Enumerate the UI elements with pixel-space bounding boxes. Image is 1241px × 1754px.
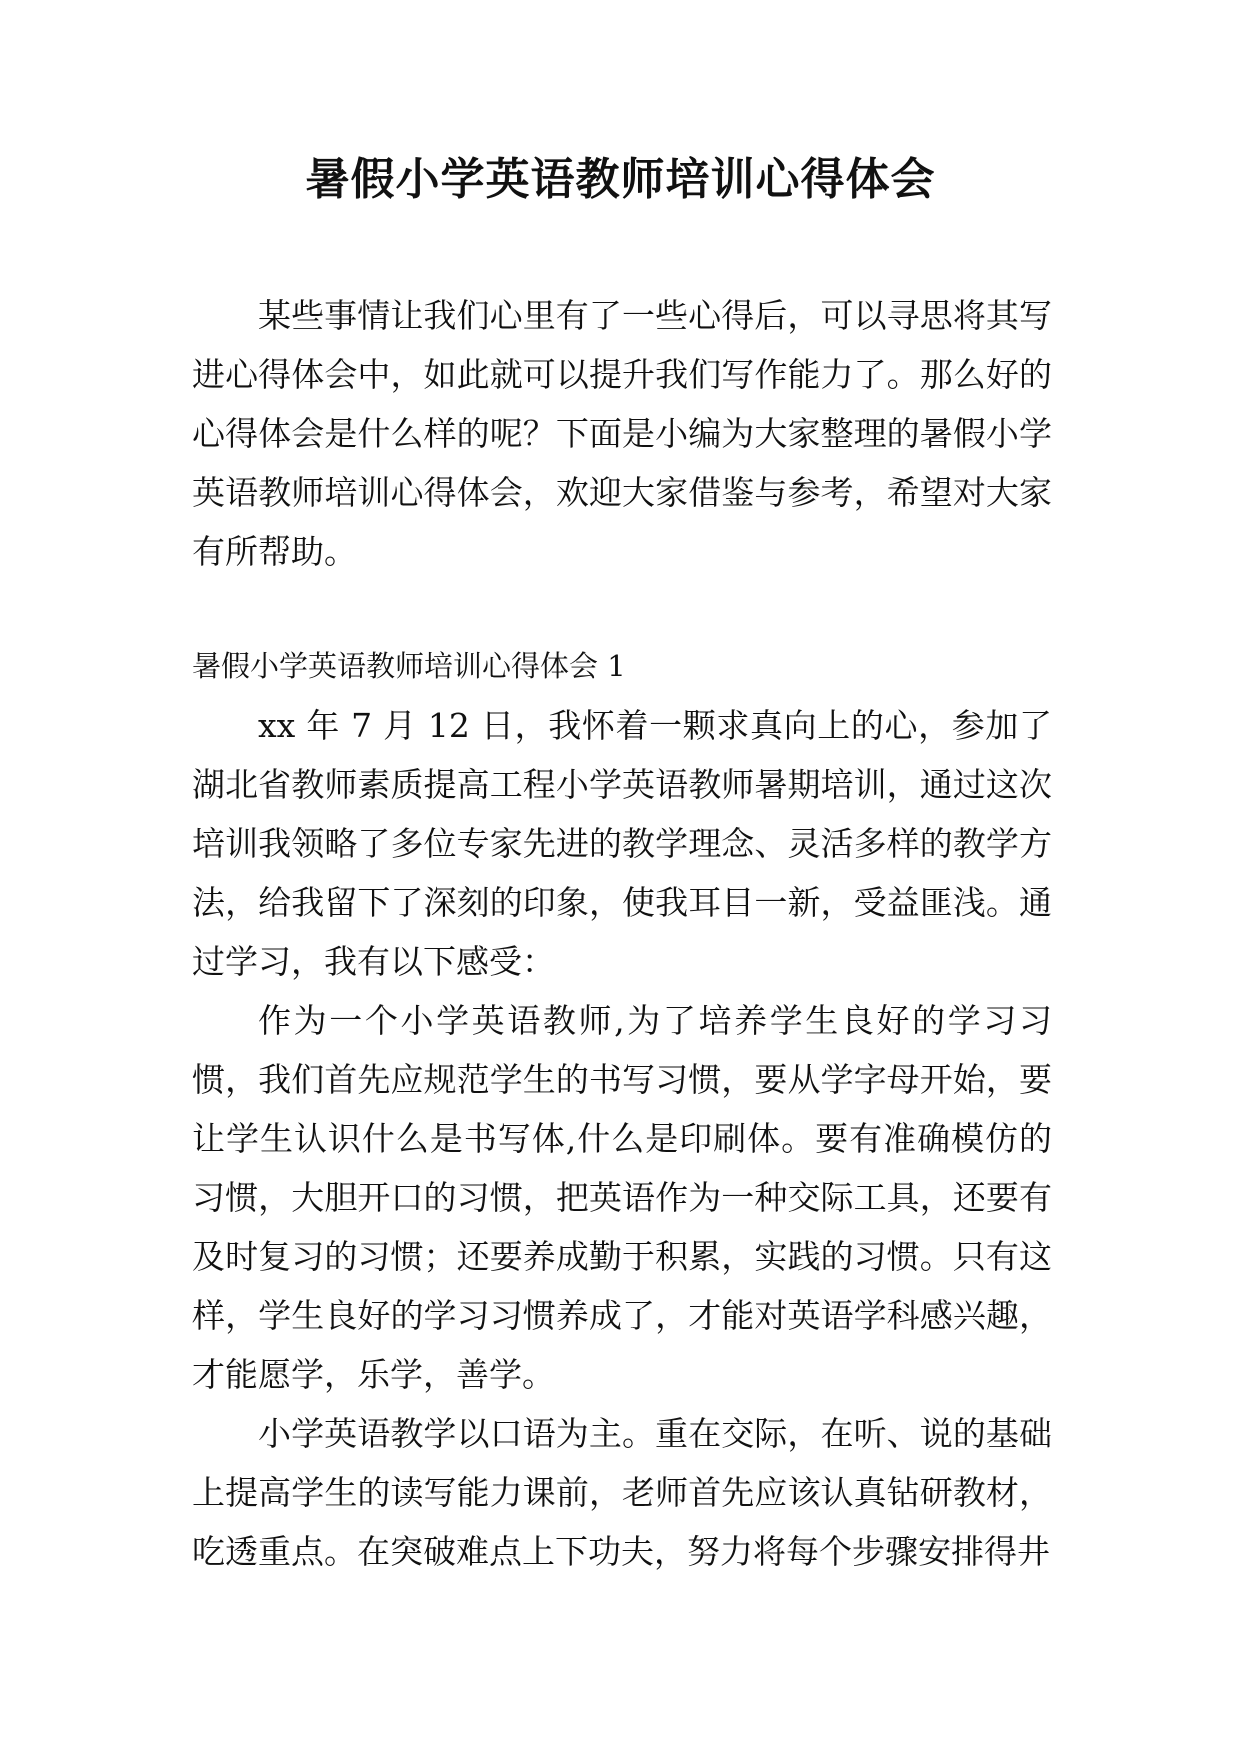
document-title: 暑假小学英语教师培训心得体会 — [305, 154, 936, 205]
body-paragraph-3: 小学英语教学以口语为主。重在交际，在听、说的基础上提高学生的读写能力课前，老师首先应该认真钻研教材，吃透重点。在突破难点上下功夫，努力将每个步骤安排得井 — [192, 1414, 1052, 1571]
body-paragraph-2: 作为一个小学英语教师,为了培养学生良好的学习习惯，我们首先应规范学生的书写习惯，要从学字母开始，要让学生认识什么是书写体,什么是印刷体。要有准确模仿的习惯，大胆开口的习惯，把英语作为一种交际工具，还要有及时复习的习惯；还要养成勤于积累，实践的习惯。只有这样，学生良好的学习习惯养成了，才能对英语学科感兴趣，才能愿学，乐学，善学。 — [192, 1001, 1052, 1394]
intro-paragraph: 某些事情让我们心里有了一些心得后，可以寻思将其写进心得体会中，如此就可以提升我们写作能力了。那么好的心得体会是什么样的呢？下面是小编为大家整理的暑假小学英语教师培训心得体会，欢迎大家借鉴与参考，希望对大家有所帮助。 — [192, 296, 1052, 571]
document-body — [192, 286, 1052, 1581]
body-paragraph-1: xx 年 7 月 12 日，我怀着一颗求真向上的心，参加了湖北省教师素质提高工程小学英语教师暑期培训，通过这次培训我领略了多位专家先进的教学理念、灵活多样的教学方法，给我留下了深刻的印象，使我耳目一新，受益匪浅。通过学习，我有以下感受： — [192, 706, 1052, 981]
section-spacer — [192, 581, 1052, 637]
section-heading: 暑假小学英语教师培训心得体会 1 — [192, 649, 626, 683]
